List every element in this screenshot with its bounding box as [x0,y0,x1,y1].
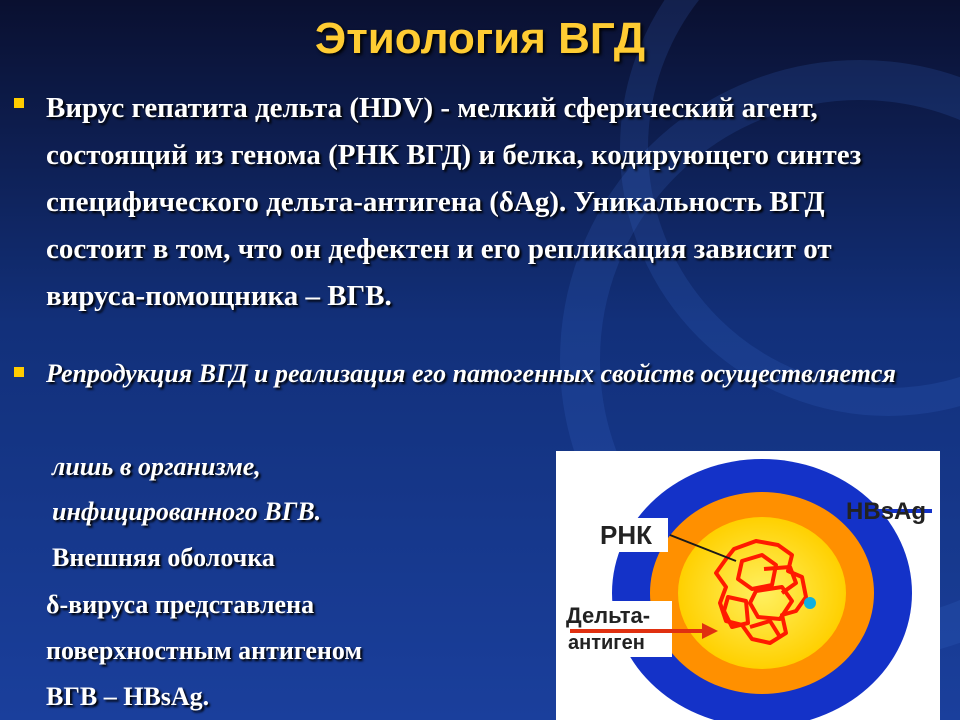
bullet-icon [14,367,24,377]
bullet-icon [14,98,24,108]
virion-diagram [556,451,940,720]
slide-title: Этиология ВГД [314,14,646,63]
antigen-dot [804,597,816,609]
text-line: δ-вируса представлена [46,590,315,619]
text-line: ВГВ – HBsAg. [46,682,210,711]
hbsag-label: HBsAg [846,498,927,525]
core [678,517,846,669]
rna-label: РНК [600,520,652,550]
text-line: инфицированного ВГВ. [52,497,322,526]
text-line: поверхностным антигеном [46,636,363,665]
hdv-virion-figure [556,451,940,720]
paragraph-reproduction: Репродукция ВГД и реализация его патогенных свойств осуществляется [46,359,896,388]
text-line: лишь в организме, [52,452,261,481]
paragraph-hdv-description: Вирус гепатита дельта (HDV) - мелкий сферический агент, состоящий из генома (РНК ВГД) и белка, кодирующего синтез специфического дельта-антигена (δAg). Уникальность ВГД состоит в том, что он дефектен и его репликация зависит от вируса-помощника – ВГВ. [46,92,862,312]
delta-label-line1: Дельта- [566,603,651,628]
text-line: Внешняя оболочка [52,543,275,572]
delta-label-line2: антиген [568,632,645,654]
